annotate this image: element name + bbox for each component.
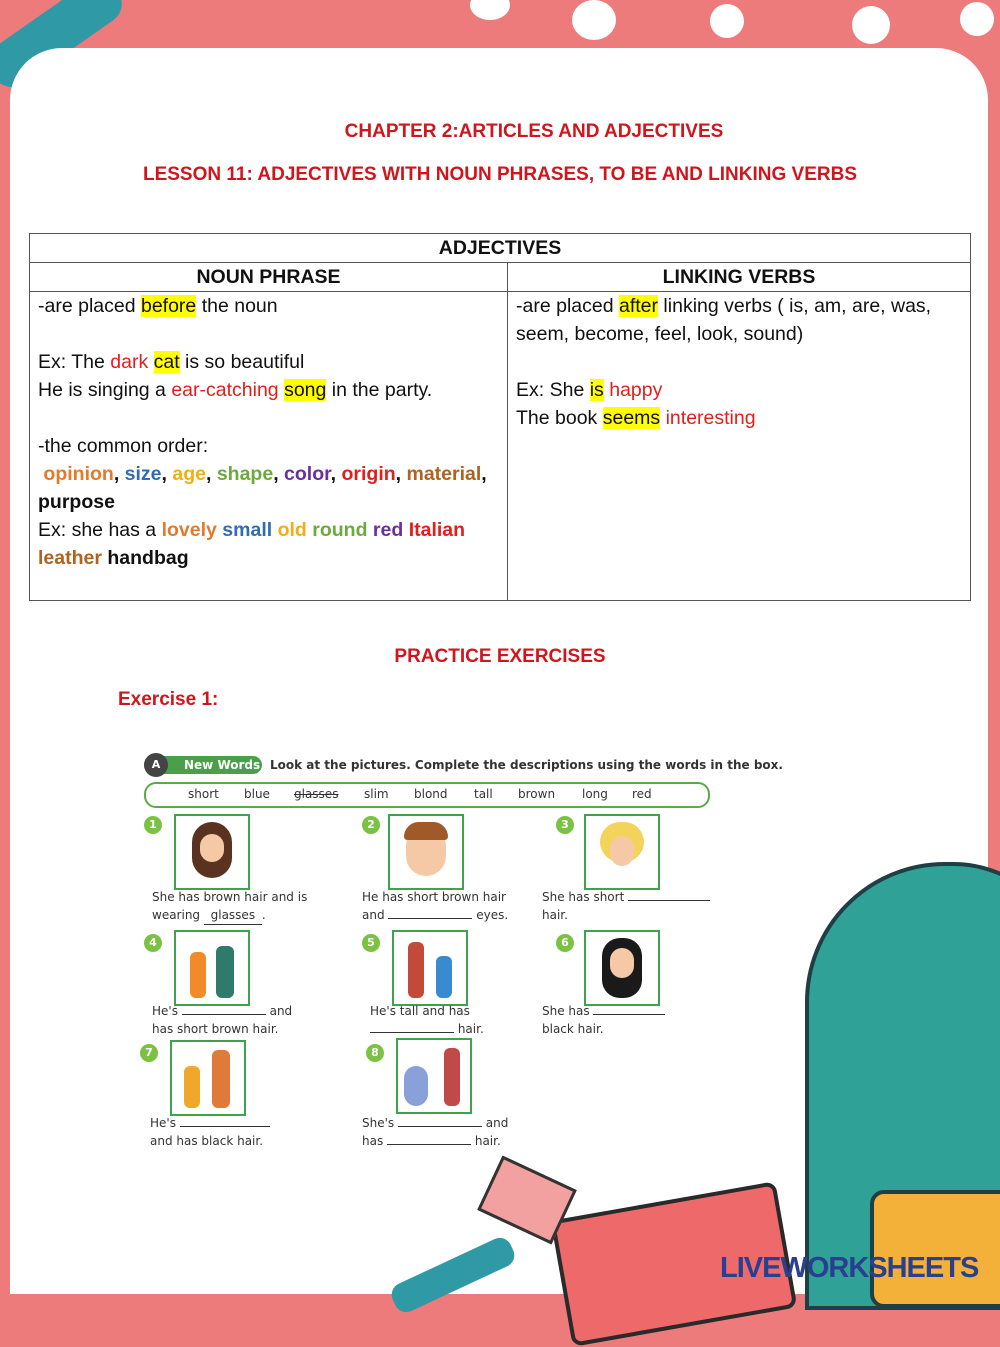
linking-verbs-cell — [508, 292, 971, 601]
col-noun-phrase: NOUN PHRASE — [30, 263, 508, 292]
picture-two-boys — [174, 930, 250, 1006]
item-number: 7 — [140, 1044, 158, 1062]
item-number: 5 — [362, 934, 380, 952]
decor-dot — [710, 4, 744, 38]
answer-blank[interactable] — [398, 1126, 482, 1127]
answer-blank[interactable] — [370, 1032, 454, 1033]
item-number: 8 — [366, 1044, 384, 1062]
brand-logo: LIVEWORKSHEETS — [720, 1252, 979, 1284]
picture-girl-black-hair — [584, 930, 660, 1006]
aa-icon: A — [144, 753, 168, 777]
picture-boy-black-hair — [170, 1040, 246, 1116]
decor-dot — [960, 2, 994, 36]
verb-rule: -are placed after linking verbs ( is, am, are, was, seem, become, feel, look, sound) — [516, 295, 932, 345]
decor-dot — [470, 0, 510, 20]
verb-example-1: Ex: She is happy — [516, 379, 663, 401]
picture-tall-boy — [392, 930, 468, 1006]
order-intro: -the common order: — [38, 435, 209, 457]
decor-dot — [572, 0, 616, 40]
table-header: ADJECTIVES — [30, 234, 971, 263]
answer-blank[interactable] — [593, 1014, 665, 1015]
noun-example-1: Ex: The dark cat is so beautiful — [38, 351, 305, 373]
col-linking-verbs: LINKING VERBS — [508, 263, 971, 292]
item-number: 1 — [144, 816, 162, 834]
item-number: 2 — [362, 816, 380, 834]
picture-boy-brown-hair — [388, 814, 464, 890]
answer-blank[interactable] — [180, 1126, 270, 1127]
practice-title: PRACTICE EXERCISES — [394, 646, 606, 667]
item-caption: She has short hair. — [542, 888, 710, 924]
backpack-pocket — [870, 1190, 1000, 1308]
answer-blank[interactable] — [387, 1144, 471, 1145]
badge-label: New Words — [184, 758, 261, 772]
word: brown — [518, 787, 556, 801]
word-used: glasses — [294, 787, 339, 801]
item-number: 3 — [556, 816, 574, 834]
order-example: Ex: she has a lovely small old round red Italian leather handbag — [38, 519, 466, 569]
word: long — [582, 787, 608, 801]
item-caption: He's and has black hair. — [150, 1114, 270, 1150]
decor-dot — [852, 6, 890, 44]
word: blond — [414, 787, 448, 801]
picture-two-women — [396, 1038, 472, 1114]
noun-example-2: He is singing a ear-catching song in the party. — [38, 379, 433, 401]
chapter-title: CHAPTER 2:ARTICLES AND ADJECTIVES — [344, 121, 724, 142]
item-number: 4 — [144, 934, 162, 952]
answer-blank[interactable] — [388, 918, 472, 919]
item-number: 6 — [556, 934, 574, 952]
item-caption: She's and has hair. — [362, 1116, 509, 1148]
item-caption: He's tall and has hair. — [370, 1004, 484, 1036]
exercise-instruction: Look at the pictures. Complete the descriptions using the words in the box. — [270, 758, 783, 772]
word: tall — [474, 787, 493, 801]
word: slim — [364, 787, 389, 801]
exercise-image — [140, 748, 783, 1158]
noun-phrase-cell — [30, 292, 508, 601]
answer-blank[interactable]: glasses — [204, 906, 262, 925]
item-caption: She has black hair. — [542, 1002, 665, 1038]
item-caption: He has short brown hair and eyes. — [362, 890, 509, 922]
item-caption: She has brown hair and is wearing glasses . — [152, 888, 307, 925]
word: red — [632, 787, 652, 801]
picture-girl-glasses — [174, 814, 250, 890]
answer-blank[interactable] — [628, 900, 710, 901]
verb-example-2: The book seems interesting — [516, 407, 756, 429]
noun-rule: -are placed before the noun — [38, 295, 278, 317]
answer-blank[interactable] — [182, 1014, 266, 1015]
word: blue — [244, 787, 270, 801]
picture-girl-blond — [584, 814, 660, 890]
order-list: opinion, size, age, shape, color, origin, material, purpose — [38, 463, 487, 513]
lesson-title: LESSON 11: ADJECTIVES WITH NOUN PHRASES, TO BE AND LINKING VERBS — [142, 164, 857, 185]
word: short — [188, 787, 219, 801]
word-box — [144, 782, 710, 808]
item-caption: He's and has short brown hair. — [152, 1004, 293, 1036]
adjectives-table — [29, 233, 971, 601]
exercise-label: Exercise 1: — [118, 689, 219, 710]
